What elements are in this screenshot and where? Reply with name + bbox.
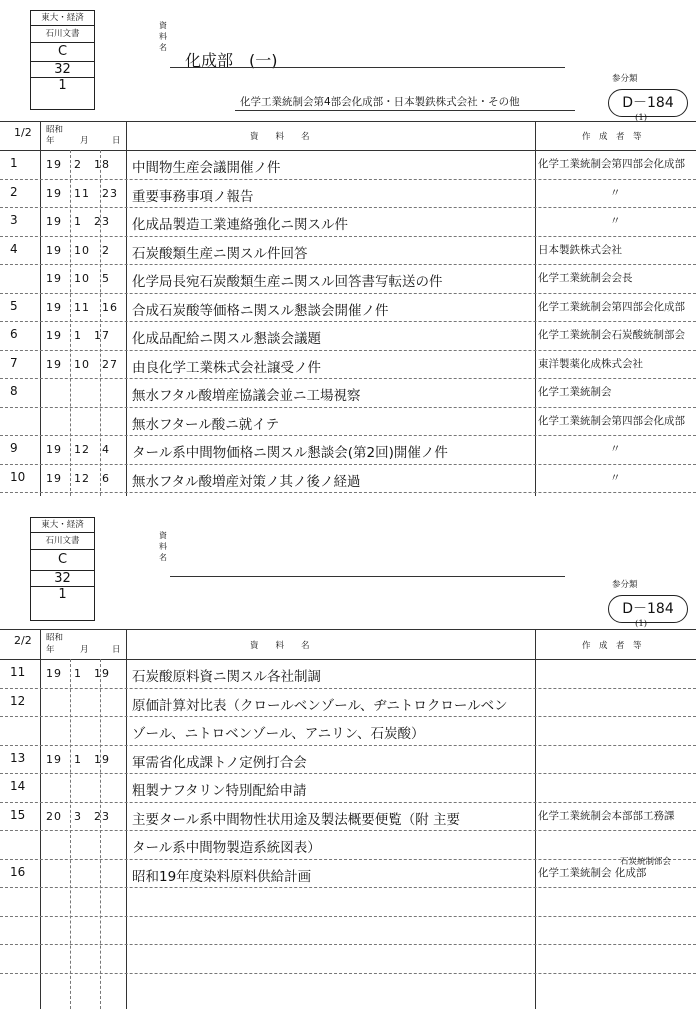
row-number: 3 [10,213,18,227]
row-author: 〃 [610,186,621,199]
header-author: 作 成 者 等 [582,641,642,651]
row-title: 無水フタル酸増産協議会並ニ工場視察 [132,388,361,404]
row-title: 由良化学工業株式会社譲受ノ件 [132,359,321,376]
row-author: 〃 [610,443,621,455]
row-number: 11 [10,665,26,679]
row-author: 化学工業統制会本部部工務課 [538,809,675,822]
document-subtitle: 化学工業統制会第4部会化成部・日本製鉄株式会社・その他 [240,96,520,108]
row-author: 化学工業統制会第四部会化成部 [538,158,685,170]
header-year: 年 [46,136,55,146]
row-number: 7 [10,355,18,370]
row-number: 2 [10,184,18,199]
row-date: 19 10 5 [46,272,110,285]
row-date: 19 2 18 [46,158,110,171]
page-number: 1/2 [14,126,32,139]
row-date: 19 1 19 [46,667,110,680]
row-date: 19 1 17 [46,329,110,342]
row-date: 19 10 2 [46,243,110,257]
document-title: 化成部 (一) [185,51,278,70]
row-date: 19 11 16 [46,300,118,314]
row-title: 化成品配給ニ関スル懇談会議題 [132,331,321,347]
stamp-line-2: 石川文書 [31,533,94,550]
header-title: 資 料 名 [250,641,310,651]
shelf-letter: C [31,43,94,62]
row-date: 19 12 6 [46,471,110,485]
row-date: 19 10 27 [46,357,118,371]
row-title: ゾール、ニトロベンゾール、アニリン、石炭酸） [132,726,425,742]
row-author: 化学工業統制会第四部会化成部 [538,300,685,313]
page-number-2: 2/2 [14,634,32,647]
row-title: 石炭酸原料資ニ関スル各社制調 [132,669,321,685]
row-author: 化学工業統制会 化成部 [538,866,647,879]
row-title: 粗製ナフタリン特別配給申請 [132,783,307,799]
row-author: 化学工業統制会第四部会化成部 [538,414,685,427]
archive-stamp-2 [30,517,95,621]
row-author: 化学工業統制会 [538,386,612,398]
header-year: 年 [46,645,55,655]
row-number: 10 [10,469,26,484]
shelf-number: 32 [31,62,94,78]
field-label: 資 料 名 [159,21,167,52]
row-number: 15 [10,807,26,822]
row-title: 化成品製造工業連絡強化ニ関スル件 [132,217,348,233]
row-title: 石炭酸類生産ニ関スル件回答 [132,245,308,262]
row-author: 化学工業統制会会長 [538,272,633,284]
field-label-2: 資 料 名 [159,531,167,562]
classification-code: D－184 [608,89,688,117]
shelf-volume: 1 [58,587,67,602]
row-title: 原価計算対比表（クロールベンゾール、ヂニトロクロールベン [132,697,508,714]
row-date: 20 3 23 [46,809,110,823]
row-title: タール系中間物価格ニ関スル懇談会(第2回)開催ノ件 [132,445,448,461]
shelf-letter: C [31,550,94,571]
row-number: 5 [10,298,18,313]
row-number: 1 [10,156,18,170]
row-author: 〃 [610,471,621,484]
row-number: 14 [10,779,26,793]
shelf-volume: 1 [58,78,67,93]
row-number: 9 [10,441,18,455]
header-author: 作 成 者 等 [582,132,642,142]
classification-label: 参分類 [612,74,638,84]
header-day: 日 [112,645,121,655]
stamp-line-1: 東大・経済 [31,11,94,26]
shelf-number: 32 [31,571,94,587]
classification-label-2: 参分類 [612,580,638,590]
row-date: 19 1 19 [46,752,110,766]
row-title: 無水フタール酸ニ就イテ [132,416,280,433]
header-title: 資 料 名 [250,132,310,142]
row-title: 合成石炭酸等価格ニ関スル懇談会開催ノ件 [132,302,389,319]
row-number: 16 [10,864,26,879]
header-month: 月 [80,136,89,146]
stamp-line-2: 石川文書 [31,26,94,43]
row-author: 化学工業統制会石炭酸統制部会 [538,329,685,341]
classification-code-2: D－184 [608,595,688,623]
row-title: 主要タール系中間物性状用途及製法概要便覧（附 主要 [132,811,461,828]
row-number: 12 [10,693,26,708]
header-month: 月 [80,645,89,655]
row-author: 日本製鉄株式会社 [538,243,622,256]
classification-sub: (1) [635,113,648,123]
row-number: 8 [10,384,18,398]
classification-sub-2: (1) [635,619,648,629]
header-era: 昭和 [46,125,64,135]
row-title: タール系中間物製造系統図表） [132,840,321,856]
row-number: 4 [10,241,18,256]
stamp-line-1: 東大・経済 [31,518,94,533]
row-title: 重要事務事項ノ報告 [132,188,254,205]
archive-stamp [30,10,95,110]
row-date: 19 11 23 [46,186,118,200]
row-author: 東洋製薬化成株式会社 [538,357,643,370]
header-era: 昭和 [46,633,64,643]
row-author: 〃 [610,215,621,227]
row-title: 化学局長宛石炭酸類生産ニ関スル回答書写転送の件 [132,274,443,290]
row-title: 無水フタル酸増産対策ノ其ノ後ノ経過 [132,473,361,490]
row-number: 13 [10,750,26,765]
row-date: 19 12 4 [46,443,110,456]
row-number: 6 [10,327,18,341]
row-title: 中間物生産会議開催ノ件 [132,160,281,176]
header-day: 日 [112,136,121,146]
row-title: 昭和19年度染料原料供給計画 [132,868,312,885]
row-author-note: 石炭統制部会 [620,856,672,867]
row-date: 19 1 23 [46,215,110,228]
row-title: 軍需省化成課トノ定例打合会 [132,754,307,771]
